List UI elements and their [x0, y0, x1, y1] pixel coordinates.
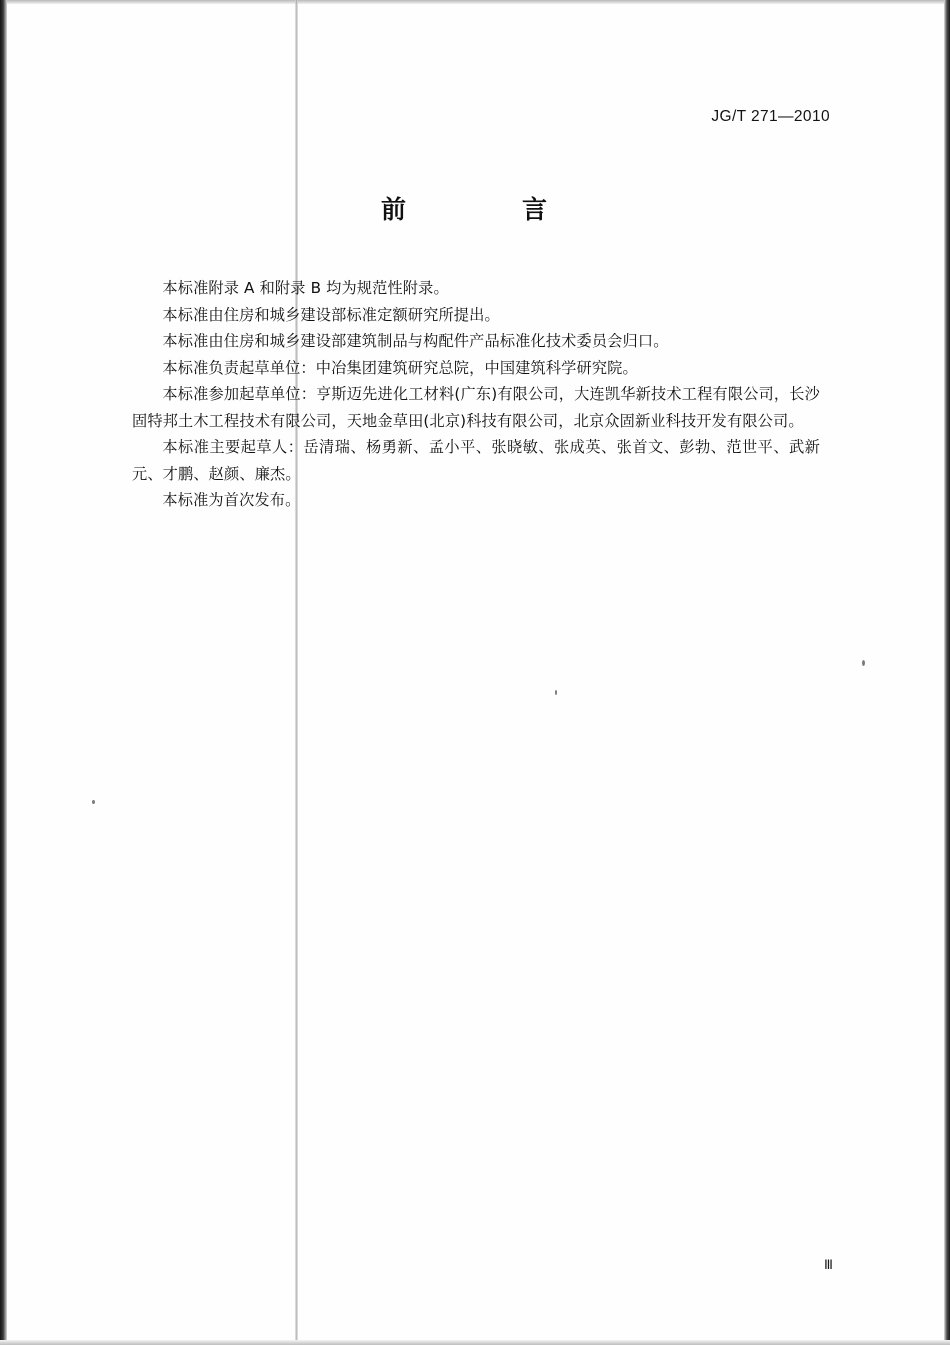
paragraph: 本标准参加起草单位：亨斯迈先进化工材料(广东)有限公司，大连凯华新技术工程有限公司，长沙固特邦土木工程技术有限公司，天地金草田(北京)科技有限公司，北京众固新业科技开发有限公司。	[132, 385, 820, 430]
paragraph: 本标准由住房和城乡建设部标准定额研究所提出。	[162, 305, 500, 324]
paragraph: 本标准主要起草人：岳清瑞、杨勇新、孟小平、张晓敏、张成英、张首文、彭勃、范世平、武新元、才鹏、赵颜、廉杰。	[132, 438, 820, 483]
paragraph: 本标准附录 A 和附录 B 均为规范性附录。	[162, 279, 449, 297]
foreword-body	[132, 275, 820, 514]
paragraph: 本标准为首次发布。	[162, 491, 301, 509]
paragraph: 本标准负责起草单位：中冶集团建筑研究总院，中国建筑科学研究院。	[162, 358, 638, 377]
standard-number: JG/T 271—2010	[711, 108, 830, 125]
page-title: 前 言	[380, 195, 569, 224]
page-number: Ⅲ	[824, 1257, 834, 1272]
paragraph: 本标准由住房和城乡建设部建筑制品与构配件产品标准化技术委员会归口。	[162, 332, 669, 350]
